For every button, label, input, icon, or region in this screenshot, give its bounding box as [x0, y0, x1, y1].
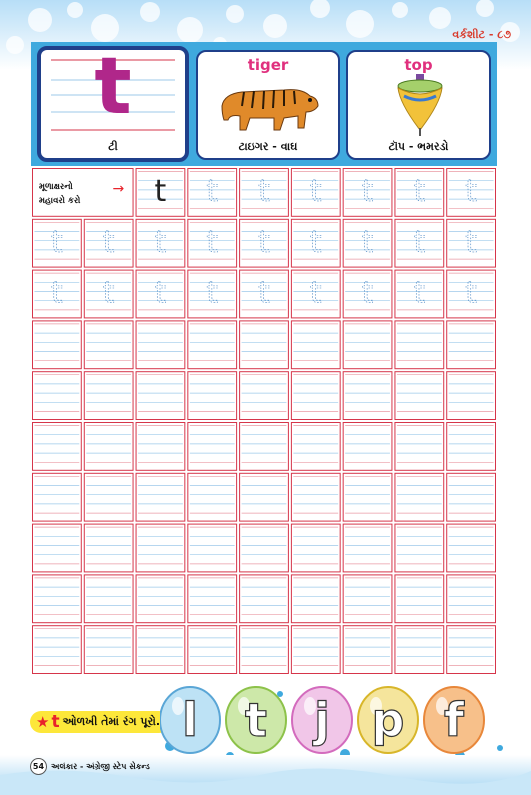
- trace-letter: t: [51, 275, 63, 311]
- practice-cell: [291, 423, 340, 471]
- page-number: 54: [30, 758, 47, 775]
- practice-cell: [188, 321, 237, 369]
- big-letter: t: [94, 42, 132, 132]
- practice-cell: [33, 372, 82, 420]
- top-caption: ટૉપ - ભમરડો: [388, 140, 449, 153]
- practice-cell: [188, 372, 237, 420]
- instruction-line-1: મૂળાક્ષરનો: [39, 182, 73, 192]
- practice-cell: [395, 524, 444, 572]
- practice-cell: [136, 423, 185, 471]
- practice-cell: [447, 626, 496, 674]
- practice-cell: [33, 626, 82, 674]
- practice-cell: [240, 524, 289, 572]
- practice-cell: [343, 626, 392, 674]
- practice-cell: [240, 169, 289, 217]
- trace-letter: t: [413, 275, 426, 311]
- trace-letter: t: [154, 224, 167, 260]
- practice-cell: [136, 575, 185, 623]
- practice-cell: [343, 423, 392, 471]
- practice-cell: [447, 473, 496, 521]
- instruction-line-2: મહાવરો કરો: [39, 196, 81, 206]
- practice-cell: [395, 321, 444, 369]
- practice-cell: [291, 169, 340, 217]
- practice-cell: [395, 626, 444, 674]
- balloon-l[interactable]: [160, 687, 220, 753]
- practice-cell: [343, 169, 392, 217]
- trace-letter: t: [206, 275, 219, 311]
- trace-letter: t: [206, 174, 219, 210]
- trace-letter: t: [154, 275, 167, 311]
- practice-cell: [33, 270, 82, 318]
- practice-cell: [240, 626, 289, 674]
- trace-letter: t: [102, 224, 115, 260]
- trace-letter: t: [361, 224, 374, 260]
- practice-cell: [136, 219, 185, 267]
- practice-cell: [343, 524, 392, 572]
- worksheet-label: વર્કશીટ - ૮૭: [452, 28, 511, 41]
- practice-cell: [447, 219, 496, 267]
- practice-cell: [84, 473, 133, 521]
- trace-letter: t: [361, 174, 374, 210]
- practice-cell: [240, 372, 289, 420]
- practice-cell: [447, 372, 496, 420]
- book-title: અલંકાર - અંગ્રેજી સ્ટેપ સેકન્ડ: [51, 761, 150, 771]
- practice-cell: [291, 524, 340, 572]
- balloon-j[interactable]: [292, 687, 352, 753]
- practice-cell: [136, 473, 185, 521]
- practice-cell: [136, 169, 185, 217]
- trace-letter: t: [206, 224, 219, 260]
- practice-cell: [395, 169, 444, 217]
- trace-letter: t: [413, 224, 426, 260]
- practice-cell: [84, 372, 133, 420]
- practice-cell: [291, 219, 340, 267]
- practice-cell: [395, 270, 444, 318]
- trace-letter: t: [154, 174, 167, 210]
- balloon-letter: j: [314, 693, 330, 747]
- practice-cell: [136, 626, 185, 674]
- practice-cell: [33, 473, 82, 521]
- practice-cell: [188, 219, 237, 267]
- letter-caption: ટી: [108, 140, 118, 153]
- trace-letter: t: [465, 174, 477, 210]
- practice-cell: [188, 423, 237, 471]
- trace-letter: t: [51, 224, 63, 260]
- practice-cell: [188, 473, 237, 521]
- tiger-caption: ટાઇગર - વાઘ: [238, 140, 298, 153]
- balloon-letter: p: [371, 693, 405, 747]
- practice-cell: [84, 321, 133, 369]
- color-instruction: [30, 711, 170, 733]
- page-footer: [30, 758, 150, 775]
- balloon-t[interactable]: [226, 687, 286, 753]
- star-icon: ★: [36, 713, 50, 731]
- practice-cell: [447, 575, 496, 623]
- trace-letter: t: [258, 275, 270, 311]
- practice-cell: [291, 270, 340, 318]
- practice-cell: [343, 219, 392, 267]
- letter-balloons: [160, 686, 515, 766]
- trace-letter: t: [309, 275, 322, 311]
- trace-letter: t: [465, 275, 477, 311]
- practice-cell: [447, 270, 496, 318]
- practice-cell: [84, 524, 133, 572]
- practice-cell: [447, 169, 496, 217]
- trace-letter: t: [309, 174, 322, 210]
- practice-cell: [33, 575, 82, 623]
- practice-cell: [447, 321, 496, 369]
- trace-letter: t: [258, 224, 270, 260]
- practice-cell: [84, 626, 133, 674]
- practice-cell: [136, 524, 185, 572]
- practice-cell: [395, 575, 444, 623]
- decoration-dot: [497, 745, 503, 751]
- instruction-text: ઓળખી તેમાં રંગ પૂરો.: [62, 715, 161, 728]
- practice-cell: [84, 270, 133, 318]
- practice-cell: [240, 270, 289, 318]
- balloon-letter: f: [443, 693, 465, 747]
- practice-cell: [188, 270, 237, 318]
- practice-cell: [33, 423, 82, 471]
- practice-cell: [447, 524, 496, 572]
- practice-cell: [240, 423, 289, 471]
- balloon-f[interactable]: [424, 687, 484, 753]
- tiger-word: tiger: [247, 56, 289, 74]
- instruction-cell: [33, 169, 134, 217]
- trace-letter: t: [413, 174, 426, 210]
- practice-cell: [240, 321, 289, 369]
- trace-letter: t: [465, 224, 477, 260]
- tiger-card: [196, 50, 340, 160]
- balloon-letter: t: [245, 693, 267, 747]
- practice-cell: [240, 219, 289, 267]
- practice-cell: [188, 626, 237, 674]
- practice-grid: [31, 167, 497, 675]
- practice-cell: [33, 219, 82, 267]
- top-word: top: [404, 56, 433, 74]
- practice-cell: [291, 321, 340, 369]
- top-card: [346, 50, 491, 160]
- practice-cell: [343, 575, 392, 623]
- spinning-top-picture-icon: [390, 74, 450, 136]
- practice-cell: [84, 423, 133, 471]
- practice-cell: [395, 473, 444, 521]
- practice-cell: [188, 169, 237, 217]
- tiger-picture-icon: [214, 76, 324, 134]
- practice-cell: [395, 372, 444, 420]
- practice-cell: [395, 219, 444, 267]
- practice-cell: [136, 270, 185, 318]
- letter-card: [37, 42, 189, 162]
- practice-cell: [188, 575, 237, 623]
- practice-cell: [291, 575, 340, 623]
- trace-letter: t: [309, 224, 322, 260]
- practice-cell: [343, 321, 392, 369]
- practice-cell: [291, 372, 340, 420]
- practice-cell: [343, 270, 392, 318]
- trace-letter: t: [258, 174, 270, 210]
- balloon-letter: l: [182, 693, 198, 747]
- practice-cell: [343, 473, 392, 521]
- practice-cell: [136, 372, 185, 420]
- practice-cell: [447, 423, 496, 471]
- practice-cell: [240, 473, 289, 521]
- instruction-letter: t: [51, 712, 60, 732]
- practice-cell: [291, 473, 340, 521]
- practice-cell: [343, 372, 392, 420]
- practice-cell: [33, 321, 82, 369]
- practice-cell: [395, 423, 444, 471]
- practice-cell: [84, 219, 133, 267]
- trace-letter: t: [102, 275, 115, 311]
- practice-cell: [33, 524, 82, 572]
- practice-cell: [291, 626, 340, 674]
- trace-letter: t: [361, 275, 374, 311]
- practice-cell: [84, 575, 133, 623]
- practice-cell: [136, 321, 185, 369]
- practice-cell: [240, 575, 289, 623]
- arrow-icon: →: [112, 181, 125, 197]
- practice-cell: [188, 524, 237, 572]
- balloon-p[interactable]: [358, 687, 418, 753]
